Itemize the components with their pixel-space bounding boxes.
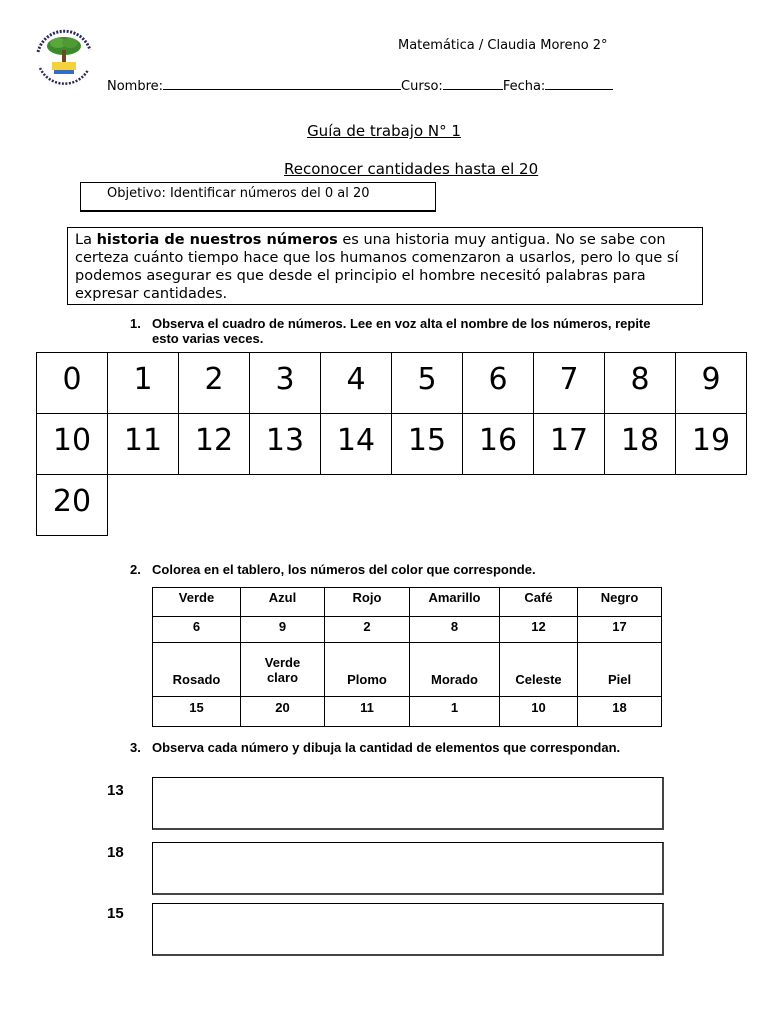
- number-cell: 12: [179, 414, 250, 475]
- school-logo: [30, 26, 98, 88]
- color-number-cell: 20: [241, 697, 325, 727]
- objective-box: Objetivo: Identificar números del 0 al 20: [80, 182, 436, 212]
- number-cell: 10: [37, 414, 108, 475]
- color-number-cell: 10: [500, 697, 578, 727]
- number-cell: 8: [605, 353, 676, 414]
- fecha-label: Fecha:: [502, 79, 546, 94]
- color-name-cell: Rosado: [153, 643, 241, 697]
- number-cell: 19: [676, 414, 747, 475]
- number-cell: 5: [392, 353, 463, 414]
- color-name-cell: Negro: [578, 588, 662, 617]
- color-name-cell: Morado: [410, 643, 500, 697]
- color-name-cell: Rojo: [325, 588, 410, 617]
- instruction-1: 1. Observa el cuadro de números. Lee en voz alta el nombre de los números, repite esto varias veces.: [130, 316, 651, 346]
- color-table: [152, 587, 662, 727]
- color-numbers-row: [153, 617, 662, 643]
- instruction-2: 2. Colorea en el tablero, los números del color que corresponde.: [130, 562, 536, 577]
- color-name-cell: Verde: [153, 588, 241, 617]
- color-number-cell: 8: [410, 617, 500, 643]
- number-grid: [36, 352, 747, 536]
- course-teacher-line: Matemática / Claudia Moreno 2°: [398, 38, 608, 53]
- number-cell: 9: [676, 353, 747, 414]
- number-grid-row: [37, 475, 747, 536]
- number-cell: 3: [250, 353, 321, 414]
- instruction-3: 3. Observa cada número y dibuja la cantidad de elementos que correspondan.: [130, 740, 621, 755]
- number-cell: 4: [321, 353, 392, 414]
- draw-box[interactable]: [152, 903, 664, 956]
- color-number-cell: 9: [241, 617, 325, 643]
- number-cell: 14: [321, 414, 392, 475]
- history-box: [67, 227, 703, 305]
- color-number-cell: 18: [578, 697, 662, 727]
- color-number-cell: 2: [325, 617, 410, 643]
- number-cell: 13: [250, 414, 321, 475]
- number-cell: 16: [463, 414, 534, 475]
- draw-box[interactable]: [152, 777, 664, 830]
- color-numbers-row: [153, 697, 662, 727]
- number-cell: 7: [534, 353, 605, 414]
- color-name-cell: Amarillo: [410, 588, 500, 617]
- draw-number-label: 18: [107, 844, 124, 861]
- draw-number-label: 13: [107, 782, 124, 799]
- color-number-cell: 6: [153, 617, 241, 643]
- name-blank[interactable]: [163, 77, 401, 90]
- history-rest: es una historia muy antigua. No se sabe con certeza cuánto tiempo hace que los humanos comenzaron a usarlos, pero lo que sí podemos asegurar es que desde el principio el hombre necesitó palabras para expresar cantidades.: [75, 232, 679, 302]
- number-cell: 0: [37, 353, 108, 414]
- name-label: Nombre:: [107, 79, 164, 94]
- number-cell: 18: [605, 414, 676, 475]
- color-number-cell: 12: [500, 617, 578, 643]
- color-name-cell: Café: [500, 588, 578, 617]
- color-names-row: [153, 643, 662, 697]
- number-cell: 15: [392, 414, 463, 475]
- history-bold: historia de nuestros números: [96, 232, 338, 248]
- number-cell: 11: [108, 414, 179, 475]
- color-number-cell: 17: [578, 617, 662, 643]
- student-fields: [107, 77, 613, 94]
- number-cell: 6: [463, 353, 534, 414]
- worksheet-title: Guía de trabajo N° 1: [307, 122, 461, 140]
- color-name-cell: Plomo: [325, 643, 410, 697]
- number-grid-row: [37, 353, 747, 414]
- number-grid-row: [37, 414, 747, 475]
- number-cell: 2: [179, 353, 250, 414]
- number-cell: 1: [108, 353, 179, 414]
- curso-label: Curso:: [401, 79, 443, 94]
- worksheet-subtitle: Reconocer cantidades hasta el 20: [284, 160, 539, 178]
- history-prefix: La: [75, 232, 97, 248]
- draw-box[interactable]: [152, 842, 664, 895]
- color-number-cell: 15: [153, 697, 241, 727]
- color-name-cell: Celeste: [500, 643, 578, 697]
- fecha-blank[interactable]: [545, 77, 613, 90]
- draw-number-label: 15: [107, 905, 124, 922]
- color-number-cell: 11: [325, 697, 410, 727]
- color-name-cell: Azul: [241, 588, 325, 617]
- color-name-cell: Piel: [578, 643, 662, 697]
- color-names-row: [153, 588, 662, 617]
- number-cell: 17: [534, 414, 605, 475]
- color-name-cell: Verde claro: [241, 643, 325, 697]
- curso-blank[interactable]: [443, 77, 503, 90]
- number-cell: 20: [37, 475, 108, 536]
- color-number-cell: 1: [410, 697, 500, 727]
